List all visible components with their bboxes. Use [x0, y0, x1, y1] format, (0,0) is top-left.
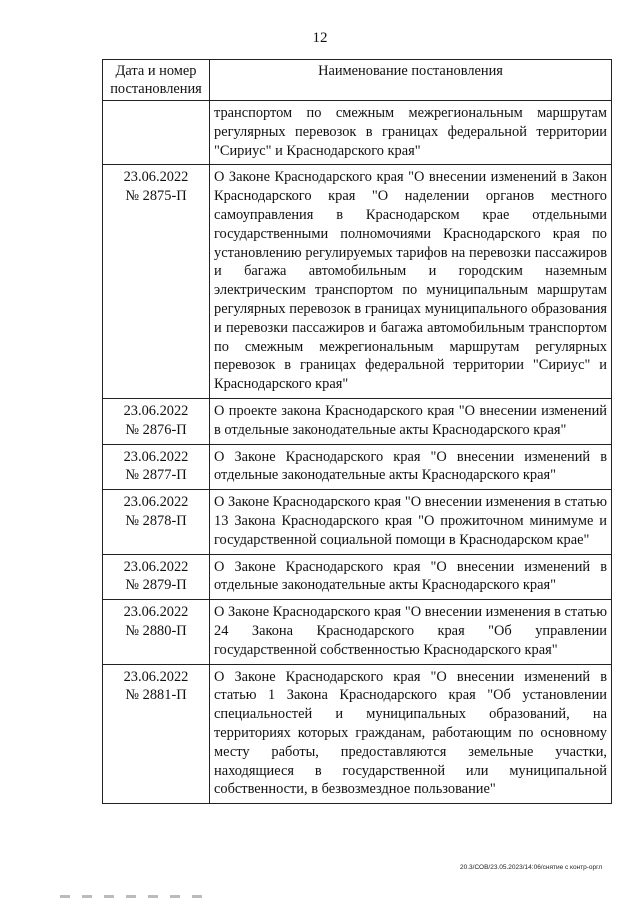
- table-row: [103, 664, 612, 804]
- row-date: 23.06.2022 № 2880-П: [103, 600, 210, 664]
- row-date: 23.06.2022 № 2875-П: [103, 165, 210, 399]
- row-date: 23.06.2022 № 2879-П: [103, 554, 210, 600]
- row-title: О Законе Краснодарского края "О внесении изменения в статью 13 Закона Краснодарского края "О прожиточном минимуме и государственной социальной помощи в Краснодарском крае": [210, 490, 612, 554]
- table-row: [103, 398, 612, 444]
- column-header-date: Дата и номер постановления: [103, 60, 210, 101]
- page-number: 12: [312, 30, 328, 46]
- table-row: [103, 490, 612, 554]
- row-date: 23.06.2022 № 2881-П: [103, 664, 210, 804]
- document-footer-code: 20.3/СОВ/23.05.2023/14:06/снятие с контр-оргл: [460, 864, 603, 871]
- scan-edge-marks: [60, 895, 210, 898]
- row-title: О Законе Краснодарского края "О внесении изменения в статью 24 Закона Краснодарского края "Об управлении государственной собственностью Краснодарского края": [210, 600, 612, 664]
- row-title: О проекте закона Краснодарского края "О внесении изменений в отдельные законодательные акты Краснодарского края": [210, 398, 612, 444]
- table-row: [103, 444, 612, 490]
- table-row: [103, 554, 612, 600]
- table-row: [103, 165, 612, 399]
- table-row: [103, 101, 612, 165]
- row-title: О Законе Краснодарского края "О внесении изменений в статью 1 Закона Краснодарского края "Об установлении специальностей и муниципальных образований, на территориях которых гражданам, работающим по основному месту работы, предоставляются земельные участки, находящиеся в государственной или муниципальной собственности, в безвозмездное пользование": [210, 664, 612, 804]
- row-title: О Законе Краснодарского края "О внесении изменений в Закон Краснодарского края "О наделении органов местного самоуправления в Краснодарском крае отдельными государственными полномочиями Краснодарского края по установлению регулируемых тарифов на перевозки пассажиров и багажа автомобильным и городским наземным электрическим транспортом по муниципальным маршрутам регулярных перевозок в границах муниципального образования и перевозки пассажиров и багажа автомобильным транспортом по смежным межрегиональным маршрутам регулярных перевозок в границах федеральной территории "Сириус" и Краснодарского края": [210, 165, 612, 399]
- column-header-title: Наименование постановления: [210, 60, 612, 101]
- row-date: [103, 101, 210, 165]
- row-title: О Законе Краснодарского края "О внесении изменений в отдельные законодательные акты Краснодарского края": [210, 554, 612, 600]
- table-header-row: [103, 60, 612, 101]
- row-title: О Законе Краснодарского края "О внесении изменений в отдельные законодательные акты Краснодарского края": [210, 444, 612, 490]
- row-date: 23.06.2022 № 2876-П: [103, 398, 210, 444]
- table-row: [103, 600, 612, 664]
- row-date: 23.06.2022 № 2878-П: [103, 490, 210, 554]
- row-date: 23.06.2022 № 2877-П: [103, 444, 210, 490]
- resolutions-table: [102, 59, 612, 804]
- row-title: транспортом по смежным межрегиональным маршрутам регулярных перевозок в границах федеральной территории "Сириус" и Краснодарского края": [210, 101, 612, 165]
